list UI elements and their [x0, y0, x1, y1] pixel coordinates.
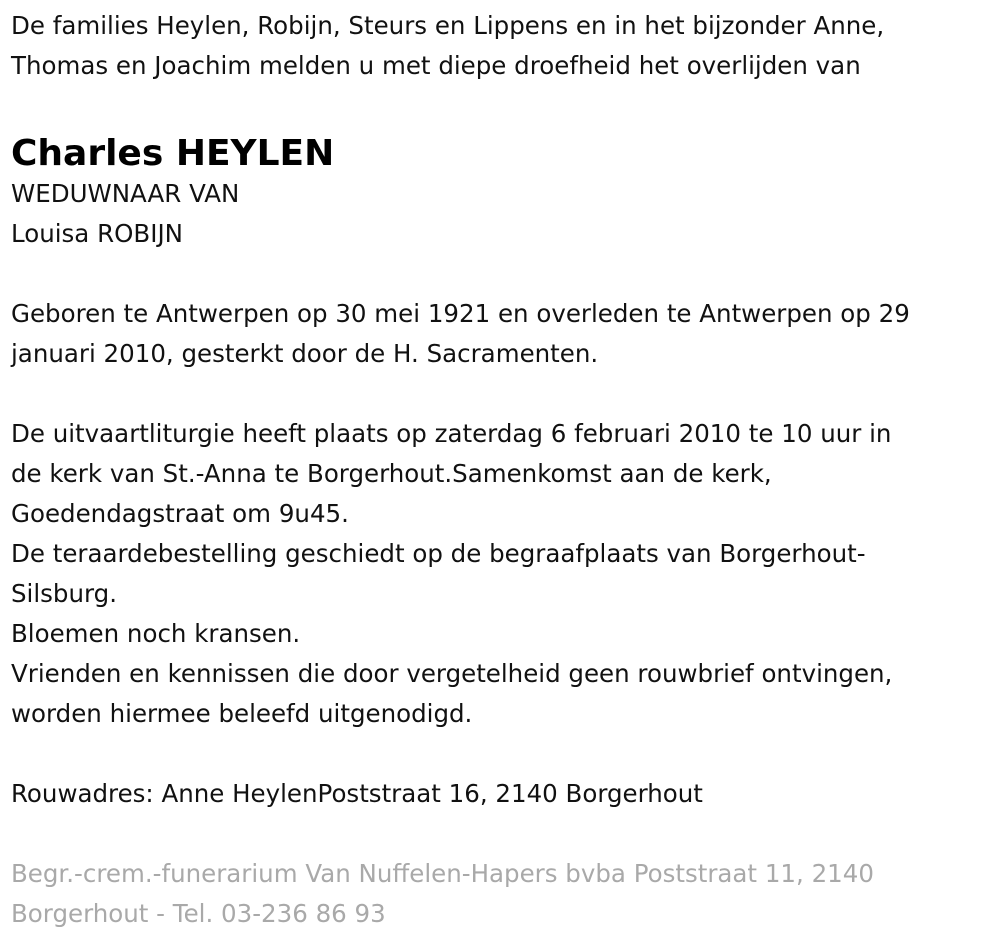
- ceremony-line: De uitvaartliturgie heeft plaats op zaterdag 6 februari 2010 te 10 uur in: [11, 419, 892, 448]
- funeral-home-info: [11, 854, 1000, 934]
- ceremony-line: Silsburg.: [11, 579, 117, 608]
- spacer: [11, 254, 1000, 294]
- spacer: [11, 374, 1000, 414]
- ceremony-line: De teraardebestelling geschiedt op de begraafplaats van Borgerhout-: [11, 539, 866, 568]
- mourning-address: Rouwadres: Anne HeylenPoststraat 16, 2140 Borgerhout: [11, 779, 703, 808]
- birth-death-line: januari 2010, gesterkt door de H. Sacramenten.: [11, 339, 599, 368]
- birth-death-line: Geboren te Antwerpen op 30 mei 1921 en overleden te Antwerpen op 29: [11, 299, 910, 328]
- funeral-home-line: Begr.-crem.-funerarium Van Nuffelen-Hapers bvba Poststraat 11, 2140: [11, 859, 874, 888]
- ceremony-section: [11, 414, 1000, 734]
- intro-line: De families Heylen, Robijn, Steurs en Lippens en in het bijzonder Anne,: [11, 11, 885, 40]
- deceased-name: Charles HEYLEN: [11, 133, 335, 174]
- intro-line: Thomas en Joachim melden u met diepe droefheid het overlijden van: [11, 51, 861, 80]
- spacer: [11, 734, 1000, 774]
- ceremony-line: Goedendagstraat om 9u45.: [11, 499, 349, 528]
- spouse-name: Louisa ROBIJN: [11, 219, 184, 248]
- intro-section: [11, 6, 1000, 86]
- birth-death-section: [11, 294, 1000, 374]
- ceremony-line: worden hiermee beleefd uitgenodigd.: [11, 699, 473, 728]
- ceremony-line: Vrienden en kennissen die door vergetelheid geen rouwbrief ontvingen,: [11, 659, 893, 688]
- ceremony-line: de kerk van St.-Anna te Borgerhout.Samenkomst aan de kerk,: [11, 459, 772, 488]
- ceremony-line: Bloemen noch kransen.: [11, 619, 301, 648]
- spacer: [11, 814, 1000, 854]
- funeral-home-line: Borgerhout - Tel. 03-236 86 93: [11, 899, 386, 928]
- relation-label: WEDUWNAAR VAN: [11, 179, 240, 208]
